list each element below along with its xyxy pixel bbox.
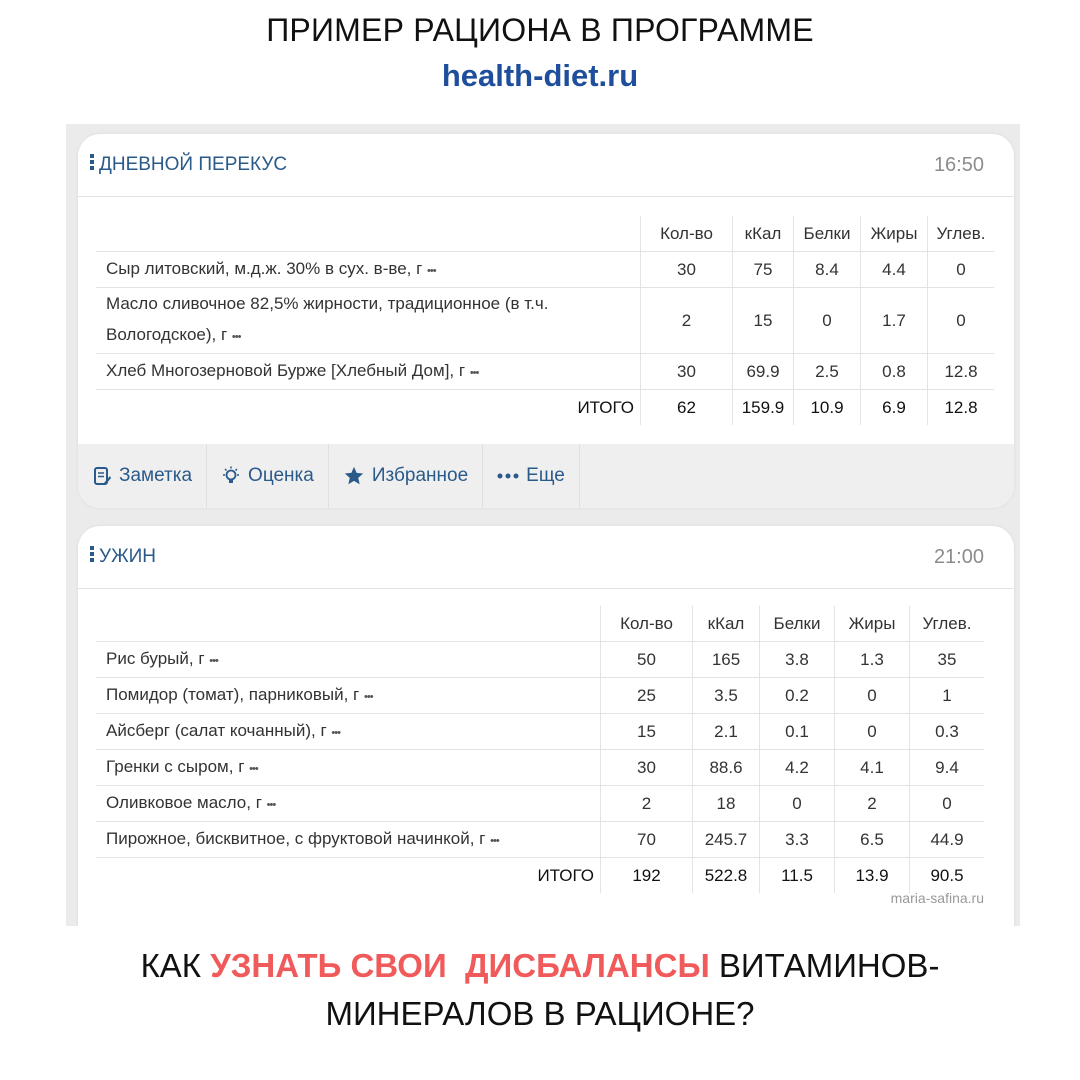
- meal-table: [96, 216, 994, 425]
- drag-handle-icon[interactable]: [90, 546, 94, 564]
- table-header-row: [96, 216, 994, 252]
- cell-fat: 4.1: [835, 750, 910, 786]
- food-name-label[interactable]: Хлеб Многозерновой Бурже [Хлебный Дом], г: [106, 360, 466, 380]
- meal-card-dinner: [78, 526, 1014, 926]
- cell-kcal: 245.7: [693, 822, 760, 858]
- total-kcal: 159.9: [733, 390, 794, 426]
- more-dots-icon[interactable]: •••: [427, 264, 436, 277]
- cell-protein: 4.2: [760, 750, 835, 786]
- column-header-fat: Жиры: [861, 216, 928, 252]
- more-dots-icon[interactable]: •••: [231, 331, 241, 343]
- cell-carbs: 35: [910, 642, 985, 678]
- cell-fat: 0.8: [861, 354, 928, 390]
- table-header-blank: [96, 606, 601, 642]
- table-row[interactable]: [96, 786, 984, 822]
- cell-qty[interactable]: 2: [601, 786, 693, 822]
- meal-title[interactable]: [90, 546, 156, 568]
- total-fat: 6.9: [861, 390, 928, 426]
- more-button[interactable]: [483, 444, 580, 508]
- meal-actions-bar: [78, 444, 1014, 508]
- food-name[interactable]: [96, 786, 601, 822]
- site-name: health-diet.ru: [441, 58, 639, 93]
- total-fat: 13.9: [835, 858, 910, 894]
- total-qty: 192: [601, 858, 693, 894]
- total-row: [96, 390, 994, 426]
- more-dots-icon: [497, 472, 519, 480]
- total-kcal: 522.8: [693, 858, 760, 894]
- note-button[interactable]: [78, 444, 207, 508]
- food-name[interactable]: [96, 252, 641, 288]
- meal-time: 16:50: [933, 154, 984, 176]
- meal-header: [78, 526, 1014, 589]
- food-name-label[interactable]: Сыр литовский, м.д.ж. 30% в сух. в-ве, г: [106, 258, 423, 278]
- footer-accent: УЗНАТЬ СВОИ ДИСБАЛАНСЫ: [210, 947, 710, 984]
- cell-kcal: 75: [733, 252, 794, 288]
- more-dots-icon[interactable]: •••: [469, 366, 479, 379]
- total-qty: 62: [641, 390, 733, 426]
- rating-button[interactable]: [207, 444, 329, 508]
- cell-carbs: 0: [928, 252, 995, 288]
- total-label: ИТОГО: [96, 390, 641, 426]
- cell-protein: 0: [760, 786, 835, 822]
- cell-fat: 4.4: [861, 252, 928, 288]
- table-row[interactable]: [96, 354, 994, 390]
- cell-qty[interactable]: 15: [601, 714, 693, 750]
- favorite-button[interactable]: [329, 444, 483, 508]
- column-header-kcal: кКал: [693, 606, 760, 642]
- table-row[interactable]: [96, 288, 994, 354]
- total-carbs: 90.5: [930, 865, 964, 885]
- more-dots-icon[interactable]: •••: [209, 654, 218, 667]
- meal-title[interactable]: [90, 154, 287, 176]
- cell-kcal: 18: [693, 786, 760, 822]
- meal-header: [78, 134, 1014, 197]
- footer-text-part1: КАК: [140, 947, 211, 984]
- favorite-button-label[interactable]: Избранное: [371, 465, 469, 486]
- column-header-qty: Кол-во: [641, 216, 733, 252]
- note-icon: [92, 466, 112, 486]
- food-name-label[interactable]: Оливковое масло, г: [106, 792, 262, 812]
- cell-fat: 1.3: [835, 642, 910, 678]
- page-title: ПРИМЕР РАЦИОНА В ПРОГРАММЕ: [266, 12, 814, 48]
- footer-text-part2: ВИТАМИНОВ-: [709, 947, 940, 984]
- cell-kcal: 2.1: [693, 714, 760, 750]
- food-name-label[interactable]: Айсберг (салат кочанный), г: [106, 720, 327, 740]
- food-name-label[interactable]: Пирожное, бисквитное, с фруктовой начинкой, г: [106, 828, 486, 848]
- cell-kcal: 88.6: [693, 750, 760, 786]
- table-row[interactable]: [96, 822, 984, 858]
- cell-carbs: 1: [910, 678, 985, 714]
- cell-kcal: 3.5: [693, 678, 760, 714]
- meal-table: [96, 606, 984, 893]
- table-header-blank: [96, 216, 641, 252]
- food-name-label[interactable]: Гренки с сыром, г: [106, 756, 245, 776]
- more-dots-icon[interactable]: •••: [266, 798, 276, 811]
- column-header-protein: Белки: [760, 606, 835, 642]
- cell-carbs: 0: [910, 786, 985, 822]
- food-name-label[interactable]: Помидор (томат), парниковый, г: [106, 684, 360, 704]
- column-header-protein: Белки: [794, 216, 861, 252]
- cell-qty[interactable]: 30: [641, 354, 733, 390]
- table-row[interactable]: [96, 750, 984, 786]
- column-header-fat: Жиры: [835, 606, 910, 642]
- table-row[interactable]: [96, 714, 984, 750]
- more-dots-icon[interactable]: •••: [490, 834, 499, 847]
- table-header-row: [96, 606, 984, 642]
- cell-fat: 6.5: [835, 822, 910, 858]
- cell-protein: 8.4: [794, 252, 861, 288]
- column-header-carbs: Углев.: [928, 216, 995, 252]
- total-protein: 11.5: [760, 858, 835, 894]
- table-row[interactable]: [96, 642, 984, 678]
- footer-text-line2: МИНЕРАЛОВ В РАЦИОНЕ?: [325, 995, 755, 1032]
- food-name[interactable]: [96, 678, 601, 714]
- cell-carbs: 44.9: [910, 822, 985, 858]
- cell-fat: 0: [835, 714, 910, 750]
- column-header-qty: Кол-во: [601, 606, 693, 642]
- total-carbs: 12.8: [944, 397, 978, 417]
- food-name[interactable]: [96, 288, 641, 354]
- cell-qty[interactable]: 30: [601, 750, 693, 786]
- more-button-label[interactable]: Еще: [526, 465, 565, 486]
- more-dots-icon[interactable]: •••: [364, 690, 373, 703]
- food-name[interactable]: [96, 750, 601, 786]
- cell-kcal: 15: [733, 288, 794, 354]
- cell-kcal: 69.9: [733, 354, 794, 390]
- cell-fat: 1.7: [861, 288, 928, 354]
- cell-qty[interactable]: 25: [601, 678, 693, 714]
- footer-caption: [0, 942, 1080, 1038]
- watermark: maria-safina.ru: [890, 890, 984, 906]
- cell-protein: 3.8: [760, 642, 835, 678]
- meal-title-label[interactable]: УЖИН: [99, 546, 156, 567]
- column-header-kcal: кКал: [733, 216, 794, 252]
- food-name[interactable]: [96, 642, 601, 678]
- food-name[interactable]: [96, 714, 601, 750]
- table-row[interactable]: [96, 678, 984, 714]
- cell-carbs: 0.3: [910, 714, 985, 750]
- column-header-carbs: Углев.: [910, 606, 985, 642]
- food-name-label[interactable]: Рис бурый, г: [106, 648, 205, 668]
- more-dots-icon[interactable]: •••: [331, 726, 340, 739]
- cell-protein: 0.2: [760, 678, 835, 714]
- cell-qty[interactable]: 50: [601, 642, 693, 678]
- cell-qty[interactable]: 30: [641, 252, 733, 288]
- cell-carbs: 0: [928, 288, 995, 354]
- more-dots-icon[interactable]: •••: [249, 762, 258, 775]
- total-protein: 10.9: [794, 390, 861, 426]
- cell-kcal: 165: [693, 642, 760, 678]
- food-name-label[interactable]: Масло сливочное 82,5% жирности, традиционное (в т.ч. Вологодское), г: [106, 294, 549, 344]
- cell-protein: 3.3: [760, 822, 835, 858]
- meal-time: 21:00: [933, 546, 984, 568]
- star-icon: [343, 465, 365, 487]
- cell-protein: 2.5: [794, 354, 861, 390]
- food-name[interactable]: [96, 354, 641, 390]
- cell-fat: 0: [835, 678, 910, 714]
- food-name[interactable]: [96, 822, 601, 858]
- cell-carbs: 9.4: [910, 750, 985, 786]
- cell-carbs: 12.8: [928, 354, 995, 390]
- table-row[interactable]: [96, 252, 994, 288]
- lightbulb-icon: [221, 466, 241, 486]
- meal-card-snack: [78, 134, 1014, 508]
- total-row: [96, 858, 984, 894]
- meal-title-label[interactable]: ДНЕВНОЙ ПЕРЕКУС: [99, 154, 288, 175]
- cell-protein: 0.1: [760, 714, 835, 750]
- diet-panel: [66, 124, 1020, 926]
- cell-qty[interactable]: 2: [641, 288, 733, 354]
- drag-handle-icon[interactable]: [90, 154, 94, 172]
- cell-qty[interactable]: 70: [601, 822, 693, 858]
- rating-button-label[interactable]: Оценка: [248, 465, 314, 486]
- total-label: ИТОГО: [96, 858, 601, 894]
- cell-protein: 0: [794, 288, 861, 354]
- cell-fat: 2: [835, 786, 910, 822]
- note-button-label[interactable]: Заметка: [119, 465, 193, 486]
